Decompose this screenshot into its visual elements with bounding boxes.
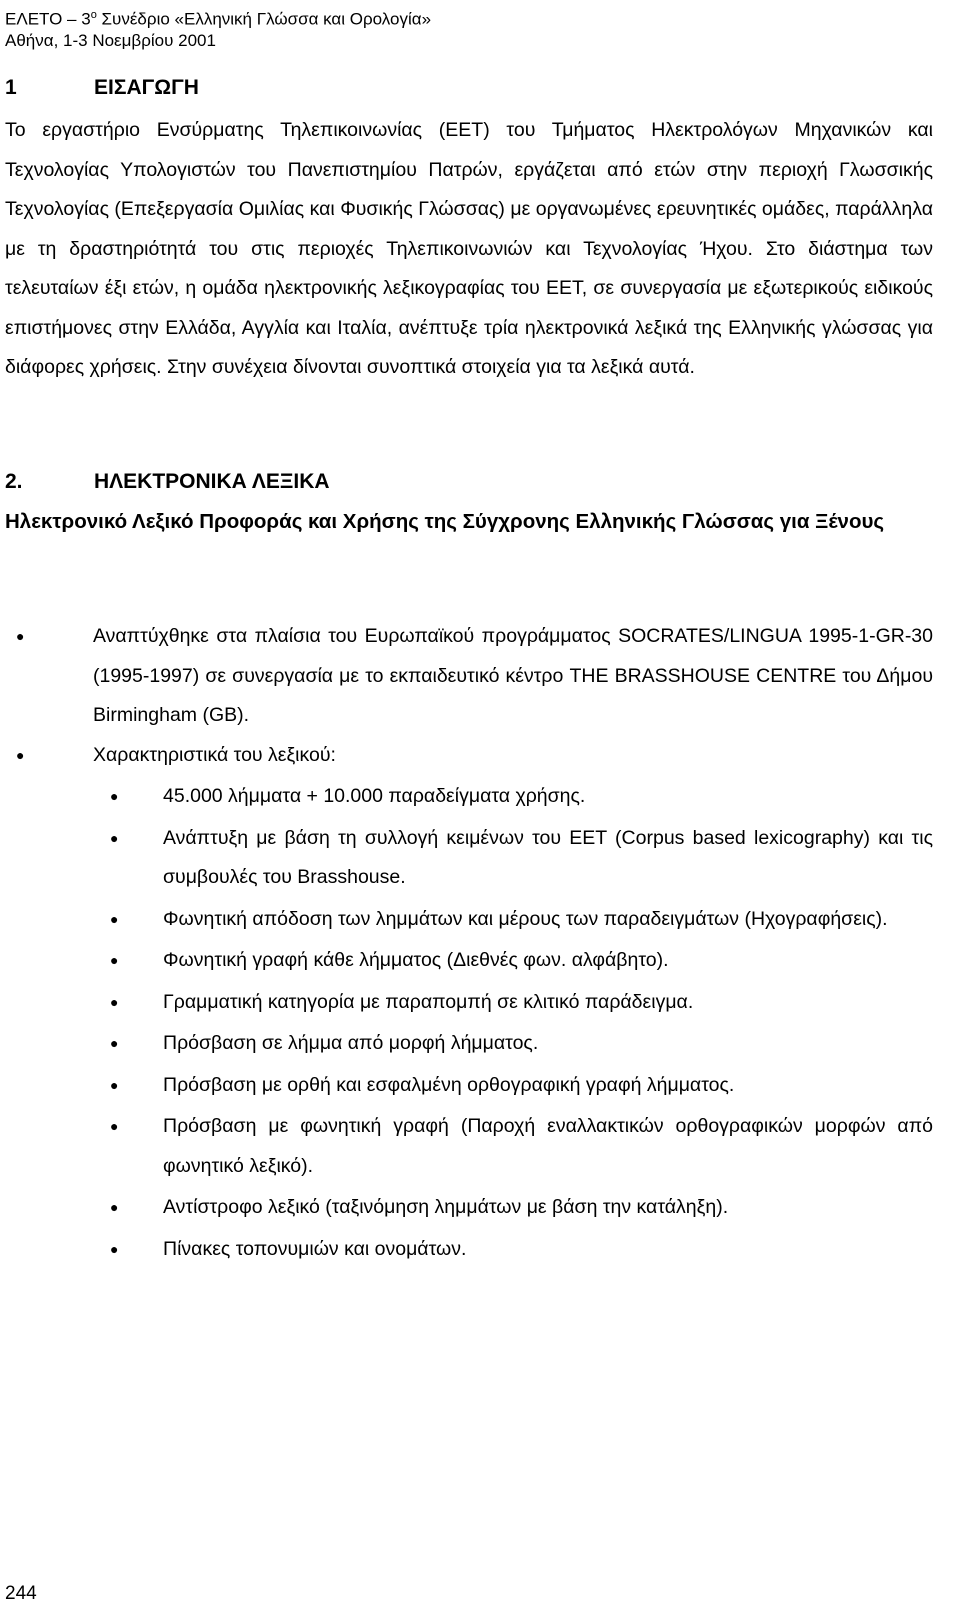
introduction-paragraph: Το εργαστήριο Ενσύρματης Τηλεπικοινωνίας (ΕΕΤ) του Τμήματος Ηλεκτρολόγων Μηχανικών και Τεχνολογίας Υπολογιστών του Πανεπιστημίου Πατρών, εργάζεται από ετών στην περιοχή Γλωσσικής Τεχνολογίας (Επεξεργασία Ομιλίας και Φυσικής Γλώσσας) με οργανωμένες ερευνητικές ομάδες, παράλληλα με τη δραστηριότητά του στις περιοχές Τηλεπικοινωνιών και Τεχνολογίας Ήχου. Στο διάστημα των τελευταίων έξι ετών, η ομάδα ηλεκτρονικής λεξικογραφίας του ΕΕΤ, σε συνεργασία με εξωτερικούς ειδικούς επιστήμονες στην Ελλάδα, Αγγλία και Ιταλία, ανέπτυξε τρία ηλεκτρονικά λεξικά της Ελληνικής γλώσσας για διάφορες χρήσεις. Στην συνέχεια δίνονται συνοπτικά στοιχεία για τα λεξικά αυτά.	[5, 119, 933, 378]
bullet-icon: ●	[16, 628, 25, 644]
feature-item	[110, 941, 933, 981]
running-header	[5, 5, 431, 51]
feature-item	[110, 819, 933, 898]
feature-item	[110, 1188, 933, 1228]
feature-item-text: Αντίστροφο λεξικό (ταξινόμηση λημμάτων με βάση την κατάληξη).	[163, 1196, 729, 1218]
section-1-title: ΕΙΣΑΓΩΓΗ	[94, 76, 199, 99]
list-item	[16, 617, 933, 736]
feature-item-text: Φωνητική απόδοση των λημμάτων και μέρους των παραδειγμάτων (Ηχογραφήσεις).	[163, 907, 888, 930]
dictionary-info-list	[16, 617, 933, 775]
features-list	[110, 777, 933, 1271]
bullet-icon: ●	[110, 952, 119, 968]
bullet-icon: ●	[110, 788, 119, 804]
bullet-icon: ●	[110, 1240, 119, 1257]
list-item-text: Χαρακτηριστικά του λεξικού:	[93, 743, 336, 766]
header-conference	[5, 5, 431, 30]
feature-item-text: Γραμματική κατηγορία με παραπομπή σε κλιτικό παράδειγμα.	[163, 990, 694, 1013]
feature-item	[110, 1066, 933, 1106]
bullet-icon: ●	[110, 1199, 119, 1215]
bullet-icon: ●	[110, 993, 119, 1010]
feature-item-text: 45.000 λήμματα + 10.000 παραδείγματα χρήσης.	[163, 785, 586, 807]
page-number: 244	[5, 1583, 37, 1604]
list-item-text: Αναπτύχθηκε στα πλαίσια του Ευρωπαϊκού προγράμματος SOCRATES/LINGUA 1995-1-GR-30 (1995-1997) σε συνεργασία με το εκπαιδευτικό κέντρο THE BRASSHOUSE CENTRE του Δήμου Birmingham (GB).	[93, 625, 933, 726]
section-1-heading	[5, 76, 199, 100]
feature-item	[110, 1107, 933, 1186]
bullet-icon: ●	[110, 1035, 119, 1051]
feature-item-text: Πίνακες τοπονυμιών και ονομάτων.	[163, 1237, 467, 1260]
section-2-title: ΗΛΕΚΤΡΟΝΙΚΑ ΛΕΞΙΚΑ	[94, 470, 330, 493]
list-item	[16, 736, 933, 776]
dictionary-subtitle: Ηλεκτρονικό Λεξικό Προφοράς και Χρήσης της Σύγχρονης Ελληνικής Γλώσσας για Ξένους	[5, 510, 885, 533]
header-conference-suffix: Συνέδριο «Ελληνική Γλώσσα και Ορολογία»	[96, 9, 432, 29]
feature-item	[110, 900, 933, 940]
header-conference-prefix: ΕΛΕΤΟ – 3	[5, 9, 91, 29]
feature-item-text: Πρόσβαση σε λήμμα από μορφή λήμματος.	[163, 1032, 539, 1054]
bullet-icon: ●	[16, 746, 25, 763]
feature-item-text: Φωνητική γραφή κάθε λήμματος (Διεθνές φων. αλφάβητο).	[163, 949, 669, 971]
feature-item	[110, 1230, 933, 1270]
feature-item-text: Ανάπτυξη με βάση τη συλλογή κειμένων του ΕΕΤ (Corpus based lexicography) και τις συμβουλές του Brasshouse.	[163, 826, 933, 888]
feature-item	[110, 1024, 933, 1064]
feature-item-text: Πρόσβαση με ορθή και εσφαλμένη ορθογραφική γραφή λήμματος.	[163, 1073, 735, 1096]
bullet-icon: ●	[110, 1076, 119, 1093]
bullet-icon: ●	[110, 829, 119, 846]
feature-item-text: Πρόσβαση με φωνητική γραφή (Παροχή εναλλακτικών ορθογραφικών μορφών από φωνητικό λεξικό).	[163, 1115, 933, 1177]
feature-item	[110, 777, 933, 817]
section-1-number: 1	[5, 76, 17, 99]
feature-item	[110, 983, 933, 1023]
header-ordinal: ο	[90, 9, 97, 21]
bullet-icon: ●	[110, 910, 119, 927]
bullet-icon: ●	[110, 1118, 119, 1134]
section-2-heading	[5, 470, 330, 494]
section-2-number: 2.	[5, 470, 23, 493]
header-date: Αθήνα, 1-3 Νοεμβρίου 2001	[5, 30, 216, 50]
